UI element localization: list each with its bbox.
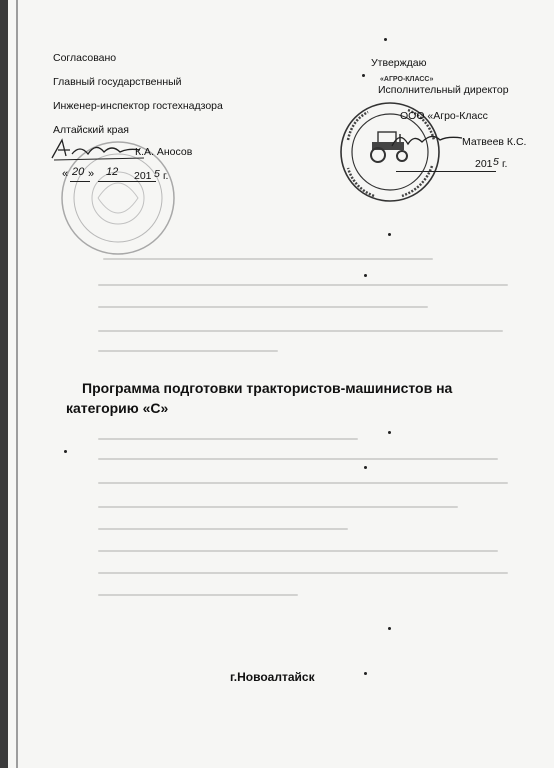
date-day: 20	[72, 166, 85, 178]
position-line-1: Главный государственный	[53, 76, 182, 88]
date-g-right: г.	[502, 158, 508, 170]
signature-left	[48, 136, 148, 164]
document-title	[66, 378, 536, 418]
date-year-prefix-right: 201	[475, 158, 493, 170]
date-g-left: г.	[163, 170, 169, 182]
fold-line	[16, 0, 18, 768]
signature-right	[388, 128, 468, 154]
position-line-2: Инженер-инспектор гостехнадзора	[53, 100, 223, 112]
stamp-center-text: «АГРО-КЛАСС»	[380, 76, 434, 83]
scan-left-edge	[0, 0, 8, 768]
approver-name-left: К.А. Аносов	[135, 146, 193, 158]
approver-name-right: Матвеев К.С.	[462, 136, 527, 148]
title-line-1: Программа подготовки трактористов-машинистов на	[82, 380, 453, 396]
approved-label: Утверждаю	[371, 57, 427, 69]
region-label: Алтайский края	[53, 124, 129, 136]
title-line-2: категорию «С»	[66, 400, 169, 416]
date-year-suffix-right: 5	[493, 156, 499, 168]
position-label-right: Исполнительный директор	[378, 84, 509, 96]
agreed-label: Согласовано	[53, 52, 117, 64]
document-page: Согласовано Главный государственный Инженер-инспектор гостехнадзора Алтайский края К.А. Аносов « 20 » 12 201 5 г. Утверждаю Исполнительный директор «АГРО-КЛАСС» ООО «Агро-Класс Матвеев К.С. 201 5 г. Программа подготовки трактористов-машинистов на категорию «С» г.Новоалтайск	[8, 0, 554, 768]
date-month: 12	[106, 166, 119, 178]
date-year-prefix-left: 201	[134, 170, 152, 182]
date-year-suffix-left: 5	[154, 168, 160, 180]
city-label: г.Новоалтайск	[230, 670, 315, 684]
organization-name: ООО «Агро-Класс	[400, 110, 488, 122]
